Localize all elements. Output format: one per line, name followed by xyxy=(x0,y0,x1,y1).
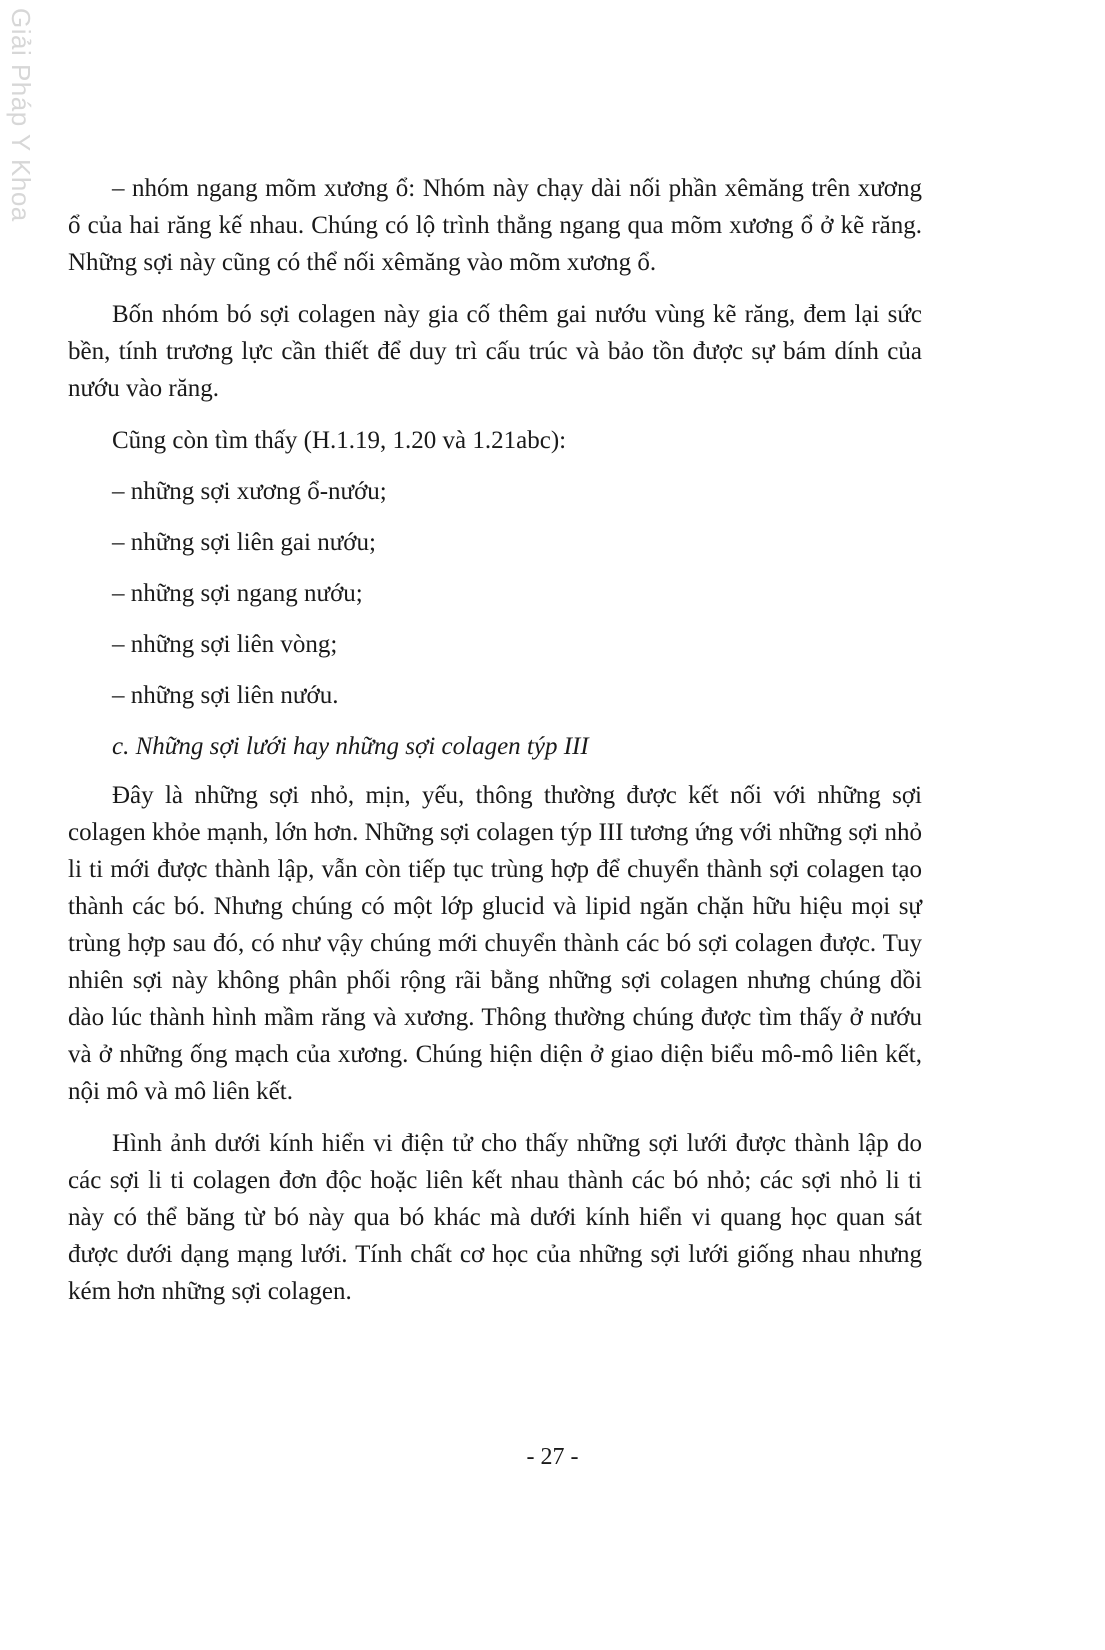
watermark-text: Giải Pháp Y Khoa xyxy=(6,8,36,222)
fiber-list xyxy=(68,473,922,714)
page-content xyxy=(68,170,922,1325)
list-item: – những sợi liên nướu. xyxy=(112,682,339,709)
list-item: – những sợi ngang nướu; xyxy=(112,580,363,607)
section-heading: c. Những sợi lưới hay những sợi colagen týp III xyxy=(112,733,589,760)
paragraph-reticular-fibers: Đây là những sợi nhỏ, mịn, yếu, thông thường được kết nối với những sợi colagen khỏe mạnh, lớn hơn. Những sợi colagen týp III tương ứng với những sợi nhỏ li ti mới được thành lập, vẫn còn tiếp tục trùng hợp để chuyển thành sợi colagen tạo thành các bó. Nhưng chúng có một lớp glucid và lipid ngăn chặn hữu hiệu mọi sự trùng hợp sau đó, có như vậy chúng mới chuyển thành các bó sợi colagen được. Tuy nhiên sợi này không phân phối rộng rãi bằng những sợi colagen nhưng chúng dồi dào lúc thành hình mầm răng và xương. Thông thường chúng được tìm thấy ở nướu và ở những ống mạch của xương. Chúng hiện diện ở giao diện biểu mô-mô liên kết, nội mô và mô liên kết. xyxy=(68,782,922,1105)
paragraph-four-groups: Bốn nhóm bó sợi colagen này gia cố thêm gai nướu vùng kẽ răng, đem lại sức bền, tính trương lực cần thiết để duy trì cấu trúc và bảo tồn được sự bám dính của nướu vào răng. xyxy=(68,301,922,402)
paragraph-also-found: Cũng còn tìm thấy (H.1.19, 1.20 và 1.21abc): xyxy=(112,427,567,454)
paragraph-electron-microscope: Hình ảnh dưới kính hiển vi điện tử cho thấy những sợi lưới được thành lập do các sợi li ti colagen đơn độc hoặc liên kết nhau thành các bó nhỏ; các sợi nhỏ li ti này có thể băng từ bó này qua bó khác mà dưới kính hiển vi quang học quan sát được dưới dạng mạng lưới. Tính chất cơ học của những sợi lưới giống nhau nhưng kém hơn những sợi colagen. xyxy=(68,1130,922,1305)
page-number: - 27 - xyxy=(526,1444,579,1470)
list-item: – những sợi liên gai nướu; xyxy=(112,529,376,556)
list-item: – những sợi liên vòng; xyxy=(112,631,338,658)
paragraph-horizontal-group: – nhóm ngang mõm xương ổ: Nhóm này chạy dài nối phần xêmăng trên xương ổ của hai răng kế nhau. Chúng có lộ trình thẳng ngang qua mõm xương ổ ở kẽ răng. Những sợi này cũng có thể nối xêmăng vào mõm xương ổ. xyxy=(68,175,922,276)
list-item: – những sợi xương ổ-nướu; xyxy=(112,478,387,505)
